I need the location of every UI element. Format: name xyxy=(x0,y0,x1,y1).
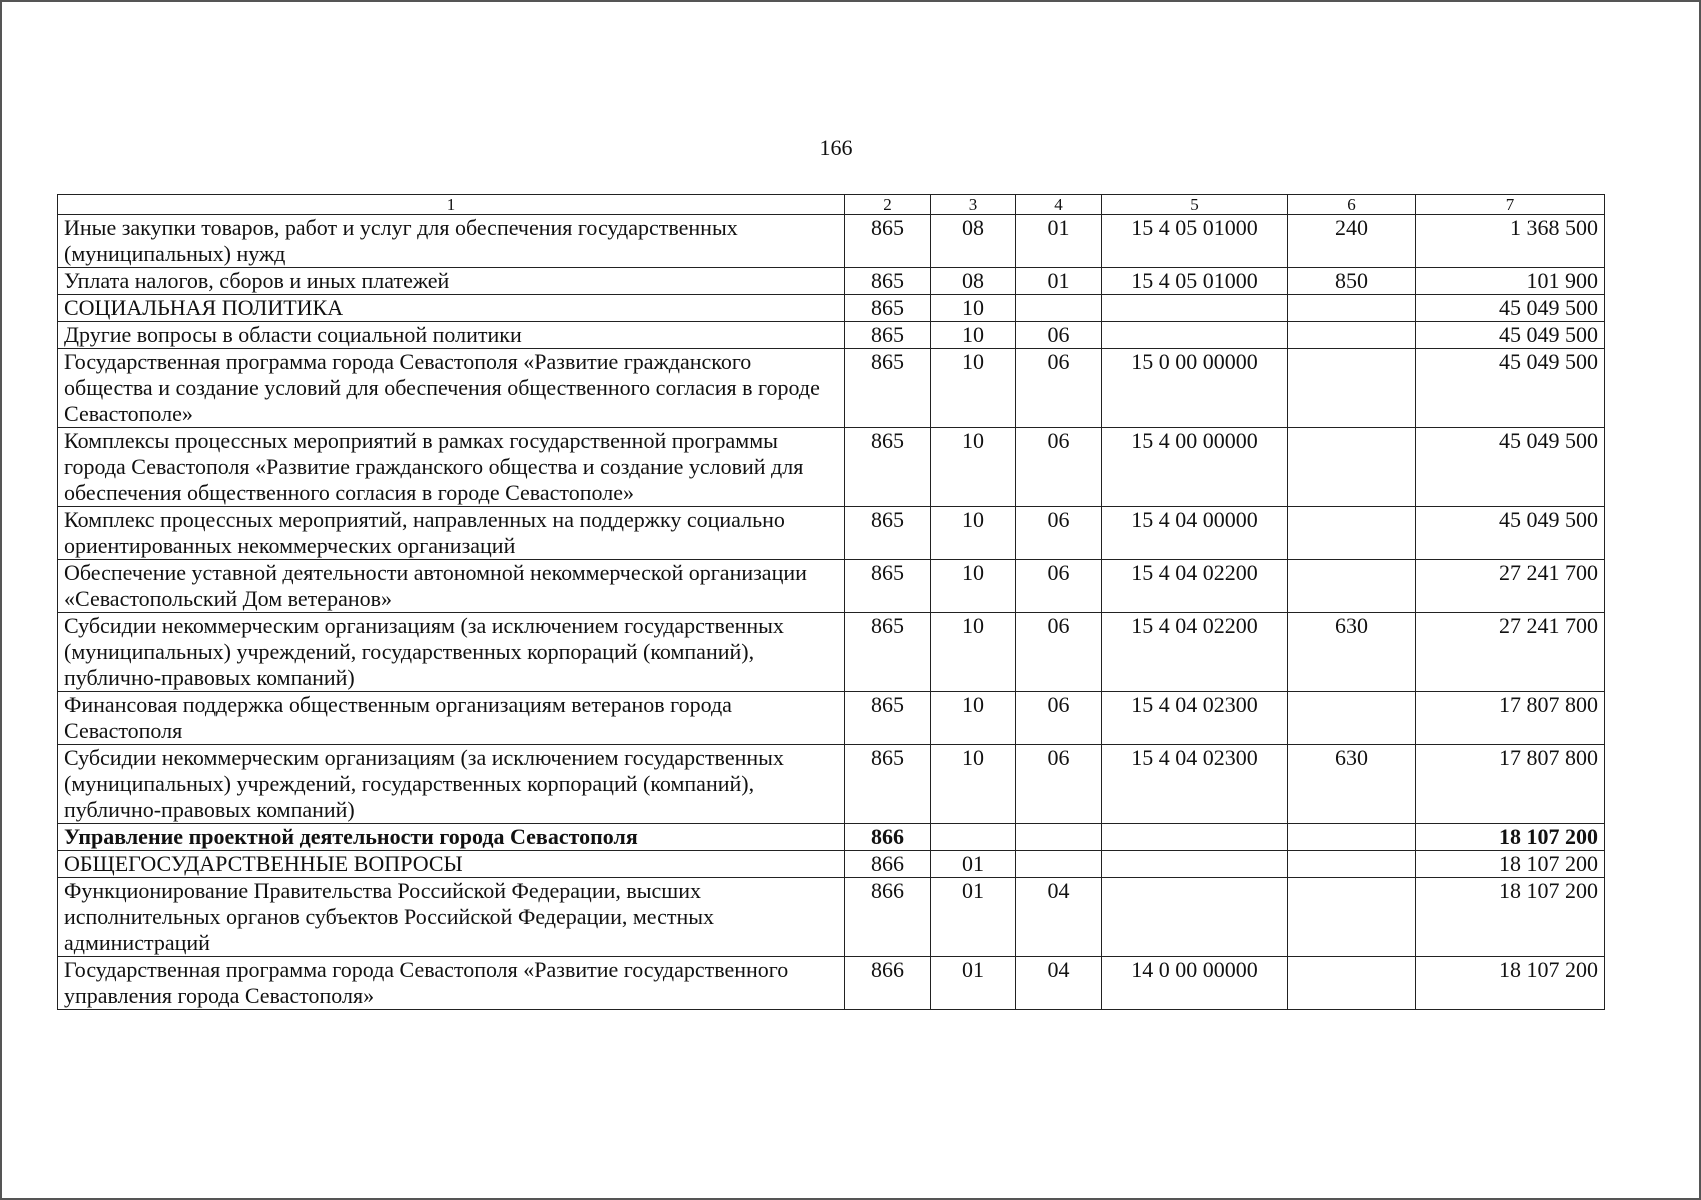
admin-code-cell: 865 xyxy=(845,295,931,322)
column-header: 3 xyxy=(931,195,1016,215)
table-row xyxy=(58,507,1605,560)
section-code-cell: 10 xyxy=(931,745,1016,824)
column-header: 1 xyxy=(58,195,845,215)
admin-code-cell: 865 xyxy=(845,692,931,745)
subsection-code-cell: 06 xyxy=(1016,349,1102,428)
amount-cell: 17 807 800 xyxy=(1416,692,1605,745)
expense-type-cell xyxy=(1288,560,1416,613)
amount-cell: 17 807 800 xyxy=(1416,745,1605,824)
expense-type-cell xyxy=(1288,349,1416,428)
subsection-code-cell: 06 xyxy=(1016,428,1102,507)
admin-code-cell: 866 xyxy=(845,824,931,851)
table-row xyxy=(58,428,1605,507)
admin-code-cell: 865 xyxy=(845,215,931,268)
table-row xyxy=(58,268,1605,295)
table-row xyxy=(58,349,1605,428)
expense-type-cell: 630 xyxy=(1288,613,1416,692)
admin-code-cell: 865 xyxy=(845,613,931,692)
row-name-cell: Финансовая поддержка общественным организациям ветеранов города Севастополя xyxy=(58,692,845,745)
row-name-cell: Управление проектной деятельности города Севастополя xyxy=(58,824,845,851)
admin-code-cell: 865 xyxy=(845,507,931,560)
subsection-code-cell: 01 xyxy=(1016,215,1102,268)
target-article-cell xyxy=(1102,322,1288,349)
column-header: 2 xyxy=(845,195,931,215)
row-name-cell: Уплата налогов, сборов и иных платежей xyxy=(58,268,845,295)
row-name-cell: Обеспечение уставной деятельности автономной некоммерческой организации «Севастопольский Дом ветеранов» xyxy=(58,560,845,613)
table-row xyxy=(58,878,1605,957)
subsection-code-cell xyxy=(1016,824,1102,851)
row-name-cell: Субсидии некоммерческим организациям (за исключением государственных (муниципальных) учреждений, государственных корпораций (компаний), публично-правовых компаний) xyxy=(58,745,845,824)
row-name-cell: Государственная программа города Севастополя «Развитие государственного управления города Севастополя» xyxy=(58,957,845,1010)
expense-type-cell xyxy=(1288,824,1416,851)
amount-cell: 18 107 200 xyxy=(1416,824,1605,851)
section-code-cell: 10 xyxy=(931,692,1016,745)
amount-cell: 18 107 200 xyxy=(1416,851,1605,878)
page-number: 166 xyxy=(819,135,853,160)
expense-type-cell: 240 xyxy=(1288,215,1416,268)
row-name-cell: ОБЩЕГОСУДАРСТВЕННЫЕ ВОПРОСЫ xyxy=(58,851,845,878)
admin-code-cell: 866 xyxy=(845,851,931,878)
section-code-cell: 01 xyxy=(931,957,1016,1010)
section-code-cell: 10 xyxy=(931,613,1016,692)
subsection-code-cell: 06 xyxy=(1016,613,1102,692)
admin-code-cell: 865 xyxy=(845,428,931,507)
table-row xyxy=(58,957,1605,1010)
section-code-cell: 10 xyxy=(931,349,1016,428)
target-article-cell: 15 0 00 00000 xyxy=(1102,349,1288,428)
admin-code-cell: 865 xyxy=(845,349,931,428)
target-article-cell: 15 4 04 00000 xyxy=(1102,507,1288,560)
expense-type-cell xyxy=(1288,851,1416,878)
expense-type-cell xyxy=(1288,878,1416,957)
amount-cell: 45 049 500 xyxy=(1416,428,1605,507)
expense-type-cell xyxy=(1288,295,1416,322)
row-name-cell: Государственная программа города Севастополя «Развитие гражданского общества и создание условий для обеспечения общественного согласия в городе Севастополе» xyxy=(58,349,845,428)
section-code-cell: 08 xyxy=(931,215,1016,268)
admin-code-cell: 866 xyxy=(845,957,931,1010)
section-code-cell: 08 xyxy=(931,268,1016,295)
row-name-cell: Иные закупки товаров, работ и услуг для обеспечения государственных (муниципальных) нужд xyxy=(58,215,845,268)
subsection-code-cell: 06 xyxy=(1016,560,1102,613)
amount-cell: 45 049 500 xyxy=(1416,349,1605,428)
amount-cell: 101 900 xyxy=(1416,268,1605,295)
amount-cell: 45 049 500 xyxy=(1416,322,1605,349)
table-row xyxy=(58,692,1605,745)
row-name-cell: СОЦИАЛЬНАЯ ПОЛИТИКА xyxy=(58,295,845,322)
section-code-cell: 10 xyxy=(931,507,1016,560)
target-article-cell xyxy=(1102,878,1288,957)
table-row xyxy=(58,824,1605,851)
target-article-cell: 15 4 04 02200 xyxy=(1102,560,1288,613)
subsection-code-cell xyxy=(1016,851,1102,878)
expense-type-cell xyxy=(1288,322,1416,349)
expense-type-cell xyxy=(1288,507,1416,560)
target-article-cell xyxy=(1102,824,1288,851)
row-name-cell: Комплекс процессных мероприятий, направленных на поддержку социально ориентированных некоммерческих организаций xyxy=(58,507,845,560)
target-article-cell: 15 4 05 01000 xyxy=(1102,215,1288,268)
target-article-cell: 14 0 00 00000 xyxy=(1102,957,1288,1010)
column-header: 6 xyxy=(1288,195,1416,215)
amount-cell: 45 049 500 xyxy=(1416,295,1605,322)
target-article-cell: 15 4 05 01000 xyxy=(1102,268,1288,295)
section-code-cell: 10 xyxy=(931,428,1016,507)
table-row xyxy=(58,295,1605,322)
admin-code-cell: 865 xyxy=(845,268,931,295)
row-name-cell: Другие вопросы в области социальной политики xyxy=(58,322,845,349)
target-article-cell xyxy=(1102,295,1288,322)
expense-type-cell xyxy=(1288,692,1416,745)
row-name-cell: Функционирование Правительства Российской Федерации, высших исполнительных органов субъектов Российской Федерации, местных администраций xyxy=(58,878,845,957)
section-code-cell xyxy=(931,824,1016,851)
table-row xyxy=(58,613,1605,692)
admin-code-cell: 865 xyxy=(845,745,931,824)
target-article-cell: 15 4 04 02300 xyxy=(1102,692,1288,745)
section-code-cell: 10 xyxy=(931,560,1016,613)
target-article-cell xyxy=(1102,851,1288,878)
expense-type-cell xyxy=(1288,957,1416,1010)
row-name-cell: Субсидии некоммерческим организациям (за исключением государственных (муниципальных) учреждений, государственных корпораций (компаний), публично-правовых компаний) xyxy=(58,613,845,692)
expense-type-cell: 850 xyxy=(1288,268,1416,295)
expense-type-cell: 630 xyxy=(1288,745,1416,824)
subsection-code-cell: 06 xyxy=(1016,745,1102,824)
amount-cell: 27 241 700 xyxy=(1416,613,1605,692)
admin-code-cell: 865 xyxy=(845,560,931,613)
admin-code-cell: 866 xyxy=(845,878,931,957)
column-header: 4 xyxy=(1016,195,1102,215)
subsection-code-cell: 04 xyxy=(1016,957,1102,1010)
section-code-cell: 01 xyxy=(931,878,1016,957)
subsection-code-cell xyxy=(1016,295,1102,322)
table-row xyxy=(58,560,1605,613)
amount-cell: 1 368 500 xyxy=(1416,215,1605,268)
section-code-cell: 10 xyxy=(931,295,1016,322)
section-code-cell: 01 xyxy=(931,851,1016,878)
table-header-row xyxy=(58,195,1605,215)
subsection-code-cell: 01 xyxy=(1016,268,1102,295)
table-row xyxy=(58,215,1605,268)
section-code-cell: 10 xyxy=(931,322,1016,349)
amount-cell: 18 107 200 xyxy=(1416,878,1605,957)
table-row xyxy=(58,851,1605,878)
column-header: 5 xyxy=(1102,195,1288,215)
target-article-cell: 15 4 00 00000 xyxy=(1102,428,1288,507)
subsection-code-cell: 06 xyxy=(1016,692,1102,745)
amount-cell: 27 241 700 xyxy=(1416,560,1605,613)
expense-type-cell xyxy=(1288,428,1416,507)
subsection-code-cell: 06 xyxy=(1016,507,1102,560)
amount-cell: 18 107 200 xyxy=(1416,957,1605,1010)
target-article-cell: 15 4 04 02300 xyxy=(1102,745,1288,824)
admin-code-cell: 865 xyxy=(845,322,931,349)
table-row xyxy=(58,745,1605,824)
subsection-code-cell: 06 xyxy=(1016,322,1102,349)
target-article-cell: 15 4 04 02200 xyxy=(1102,613,1288,692)
column-header: 7 xyxy=(1416,195,1605,215)
budget-table xyxy=(57,194,1605,1010)
amount-cell: 45 049 500 xyxy=(1416,507,1605,560)
row-name-cell: Комплексы процессных мероприятий в рамках государственной программы города Севастополя «Развитие гражданского общества и создание условий для обеспечения общественного согласия в городе Севастополе» xyxy=(58,428,845,507)
table-row xyxy=(58,322,1605,349)
subsection-code-cell: 04 xyxy=(1016,878,1102,957)
